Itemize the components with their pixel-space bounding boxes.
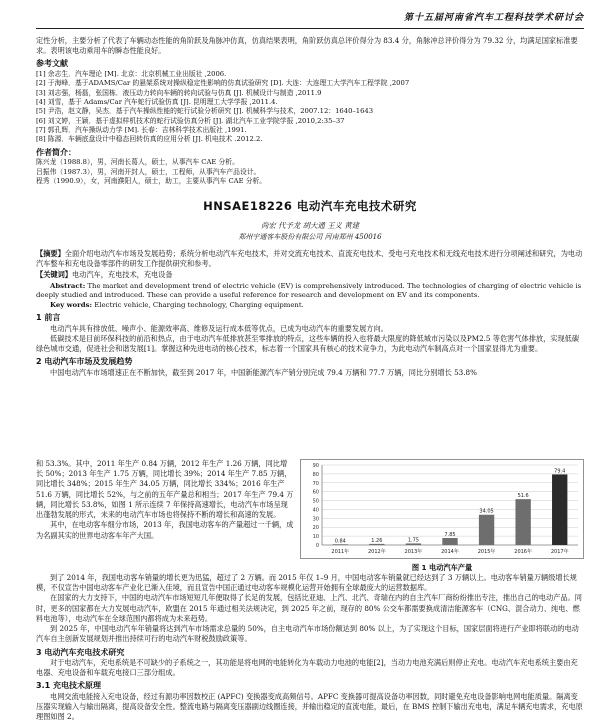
- x-tick-label: 2012年: [367, 549, 386, 555]
- bar: [369, 544, 384, 545]
- main-column-upper: [36, 36, 584, 378]
- bar-value-label: 34.05: [479, 508, 494, 515]
- text-beside-figure: [36, 459, 294, 541]
- section-2-para: 到 2025 年，中国电动汽车年销量将达到汽车市场需求总量的 50%，自主电动汽车市场份额达到 80% 以上，为了实现这个目标，国家层面将进行产业即将联动的电动汽车自主创新发展规划并推出持续可行的电动汽车财税鼓励政策等。: [36, 624, 579, 644]
- bar-value-label: 79.4: [554, 468, 566, 475]
- reference-item: [1] 余志生．汽车理论 [M]. 北京：北京机械工业出版社 ,2006.: [36, 69, 227, 78]
- keywords-en-text: Electric vehicle, Charging technology, Charging equipment.: [94, 300, 304, 309]
- abstract-cn-text: 全面介绍电动汽车市场及发展趋势；系统分析电动汽车充电技术，并对交流充电技术、直流充电技术、受电弓充电技术和无线充电技术进行分项阐述和研究，为电动汽车整车和充电设备零部件的研发工作提供研究和参考。: [36, 249, 583, 269]
- y-tick-label: 80: [312, 471, 319, 478]
- article-affiliation: 郑州宇通客车股份有限公司 河南郑州 450016: [238, 233, 382, 242]
- production-bar-chart: [300, 459, 584, 559]
- y-tick-label: 20: [312, 525, 319, 532]
- x-tick-label: 2011年: [331, 549, 350, 555]
- bar-value-label: 1.26: [371, 537, 383, 544]
- keywords-en: [36, 301, 584, 311]
- author-note: 陈兴龙（1988.8），男，河南长葛人，硕士，从事汽车 CAE 分析。: [36, 158, 239, 167]
- keywords-cn: [36, 270, 584, 280]
- section-1-para: 电动汽车具有排放低、噪声小、能源效率高、维修及运行成本低等优点，已成为电动汽车的重要发展方向。: [50, 323, 388, 333]
- bar: [406, 543, 421, 545]
- section-3-para: 对于电动汽车，充电系统是不可缺少的子系统之一，其功能是将电网的电能转化为车载动力电池的电能[2]，当动力电池充满后则停止充电。电动汽车充电系统主要由充电器、充电设备和车载充电接口三部分组成。: [36, 657, 578, 678]
- author-note-title: 作者简介：: [36, 146, 76, 157]
- y-tick-label: 90: [312, 463, 319, 469]
- section-3-1-para: 电网交流电能接入充电设备，经过有源功率因数校正 (APFC) 变换器变成高频信号。APFC 变换器可提高设备功率因数，同时避免充电设备影响电网电能质量。隔离变压器实现输入与输出隔离，提高设备安全性。整流电路与隔离变压器副边线圈连接，并输出稳定的直流电能，最后，在 BMS 控制下输出充电电，满足车辆充电需求，充电原理图如图 2。: [36, 691, 583, 722]
- figure-1: [300, 459, 584, 571]
- x-tick-label: 2014年: [441, 549, 459, 555]
- reference-item: [5] 尹浩，赵文静，吴杰．基于汽车操纵性能的蛇行试验分析研究 [J]. 机械科学与技术，2007.12：1640–1643: [36, 107, 374, 116]
- prev-conclusion: 定性分析，主要分析了代表了车辆动态性能的角阶跃及角脉冲仿真，仿真结果表明，角阶跃仿真总评价得分为 83.4 分，角脉冲总评价得分为 79.32 分，均满足国家标准要求。表明该电动乘用车的瞬态性能良好。: [36, 36, 578, 56]
- bar-value-label: 0.84: [334, 538, 346, 545]
- bar: [515, 499, 530, 545]
- section-2-para: 和 53.3%。其中，2011 年生产 0.84 万辆，2012 年生产 1.26 万辆，同比增长 50%；2013 年生产 1.75 万辆，同比增长 39%；2014 年生产 7.85 万辆，同比增长 348%；2015 年生产 34.05 万辆，同比增长 334%；2016 年生产 51.6 万辆，同比增长 52%，与之前的五年产量总和相当；2017 年生产 79.4 万辆，同比增长 53.8%，如图 1 所示连续 7 年保持高速增长，电动汽车市场呈现出蓬勃发展的形式，未来的电动汽车市场也将保持不断的增长和高速的发展。: [36, 459, 294, 520]
- article-title: HNSAE18226 电动汽车充电技术研究: [203, 199, 417, 214]
- reference-item: [7] 郭孔辉．汽车操纵动力学 [M]. 长春：吉林科学技术出版社 ,1991.: [36, 126, 247, 135]
- author-note: 程秀（1990.9），女，河南濮阳人，硕士，助工，主要从事汽车 CAE 分析。: [36, 176, 267, 185]
- x-tick-label: 2017年: [550, 549, 569, 555]
- references-list: [36, 70, 584, 145]
- abstract-en: [36, 282, 584, 301]
- header-rule: [36, 28, 584, 29]
- y-tick-label: 50: [312, 498, 319, 505]
- x-tick-label: 2016年: [514, 549, 533, 555]
- bar-value-label: 7.85: [444, 532, 456, 539]
- section-2-para: 其中，在电动客车细分市场，2013 年，我国电动客车的产量超过一千辆，成为名副其实的世界电动客车年产大国。: [36, 520, 294, 540]
- bar: [333, 544, 348, 545]
- y-tick-label: 60: [312, 489, 319, 496]
- author-note: 吕振伟（1987.3），男，河南开封人，硕士，工程师，从事汽车产品设计。: [36, 167, 261, 176]
- y-tick-label: 10: [312, 534, 319, 541]
- x-tick-label: 2015年: [477, 549, 496, 555]
- x-tick-label: 2013年: [404, 549, 423, 555]
- bar: [479, 515, 494, 545]
- bar-value-label: 1.75: [407, 537, 419, 544]
- abstract-cn: [36, 249, 584, 269]
- keywords-en-label: Key words:: [50, 300, 93, 309]
- section-2-title: 2 电动汽车市场及发展趋势: [36, 357, 133, 367]
- keywords-label: 【关键词】: [36, 269, 72, 279]
- reference-item: [6] 刘文婷，王颖．基于虚拟样机技术的蛇行试验仿真分析 [J]. 湖北汽车工业学院学报 ,2010,2:35–37: [36, 116, 345, 125]
- section-2-para: 在国家的大力支持下，中国的电动汽车市场短短几年便取得了长足的发展，包括比亚迪、上汽、北汽、奇瑞在内的自主汽车厂商纷纷推出专注，推出自己的电动产品。同时，更多的国家都在大力发展电动汽车，欧盟在 2015 年通过相关法规决定，到 2025 年之前，现存的 80% 公交车都需要换成清洁能源客车（CNG、混合动力、纯电、燃料电池等），电动汽车在全球范围内都将成为未来趋势。: [36, 593, 582, 623]
- section-2-para: 中国电动汽车市场增速正在不断加快，截至到 2017 年，中国新能源汽车产销分别完成 79.4 万辆和 77.7 万辆，同比分别增长 53.8%: [50, 367, 477, 377]
- section-2-para: 到了 2014 年，我国电动客车销量的增长更为迅猛，超过了 2 万辆。而 2015 年仅 1–9 月，中国电动客车销量就已经达到了 3 万辆以上。电动客车销量万辆级增长规模，不仅宣告中国电动客车产业化已渐入佳境，而且宣告中国正通过电动客车规模化运营开始拥有全球最庞大的运营数据库。: [36, 573, 577, 593]
- y-tick-label: 30: [312, 516, 319, 523]
- bar: [442, 538, 457, 545]
- y-tick-label: 70: [312, 480, 319, 487]
- abstract-label: 【摘要】: [36, 249, 65, 259]
- y-tick-label: 40: [312, 507, 319, 514]
- section-3-title: 3 电动汽车充电技术研究: [36, 647, 125, 657]
- article-authors: 尚宏 代予龙 胡大通 王义 黄建: [260, 220, 360, 230]
- section-1-para: 低碳技术是目前环保科技的前沿和热点，由于电动汽车低排放甚至零排放的特点，这些车辆的投入也将最大限度的降低城市污染以及PM2.5 等危害气体排放，实现低碳绿色城市交通，促进社会和谐发展[1]。掌握这种先进电动的核心技术，标志着一个国家具有核心的技术竞争力，为此电动汽车制高点对一个国家显得尤为重要。: [36, 333, 580, 354]
- abstract-en-label: Abstract:: [50, 281, 86, 290]
- y-tick-label: 0: [315, 543, 319, 549]
- main-column-lower: [36, 573, 584, 722]
- figure-caption: 图 1 电动汽车产量: [411, 563, 473, 573]
- bar: [552, 474, 567, 545]
- section-3-1-title: 3.1 充电技术原理: [36, 681, 101, 691]
- reference-item: [8] 陈源．车辆底盘设计中稳态回转仿真的应用分析 [J]. 机电技术 .2012.2.: [36, 135, 263, 144]
- reference-item: [4] 刘雪，基于 Adams/Car 汽车蛇行试验仿真 [J]. 昆明理工大学学报 ,2011.4.: [36, 97, 278, 106]
- reference-item: [2] 于海峰．基于ADAMS/Car 的悬架系统对操纵稳定性影响的仿真试验研究 [D]. 大连：大连理工大学汽车工程学院 ,2007: [36, 79, 410, 88]
- running-head: 第十五届河南省汽车工程科技学术研讨会: [403, 13, 584, 23]
- keywords-cn-text: 电动汽车，充电技术，充电设备: [71, 269, 173, 279]
- references-title: 参考文献: [36, 58, 68, 69]
- section-1-title: 1 前言: [36, 313, 61, 323]
- abstract-en-text: The market and development trend of electric vehicle (EV) is comprehensively introduced. The technologies of charging of electric vehicle is deeply studied and introduced. These can provide a useful reference for research and development on EV and its components.: [36, 281, 582, 300]
- bar-value-label: 51.6: [517, 493, 529, 500]
- reference-item: [3] 刘志强，杨磊，张国栋．液压动力转向车辆的转向试验与仿真 [J]. 机械设计与制造 ,2011.9: [36, 88, 322, 97]
